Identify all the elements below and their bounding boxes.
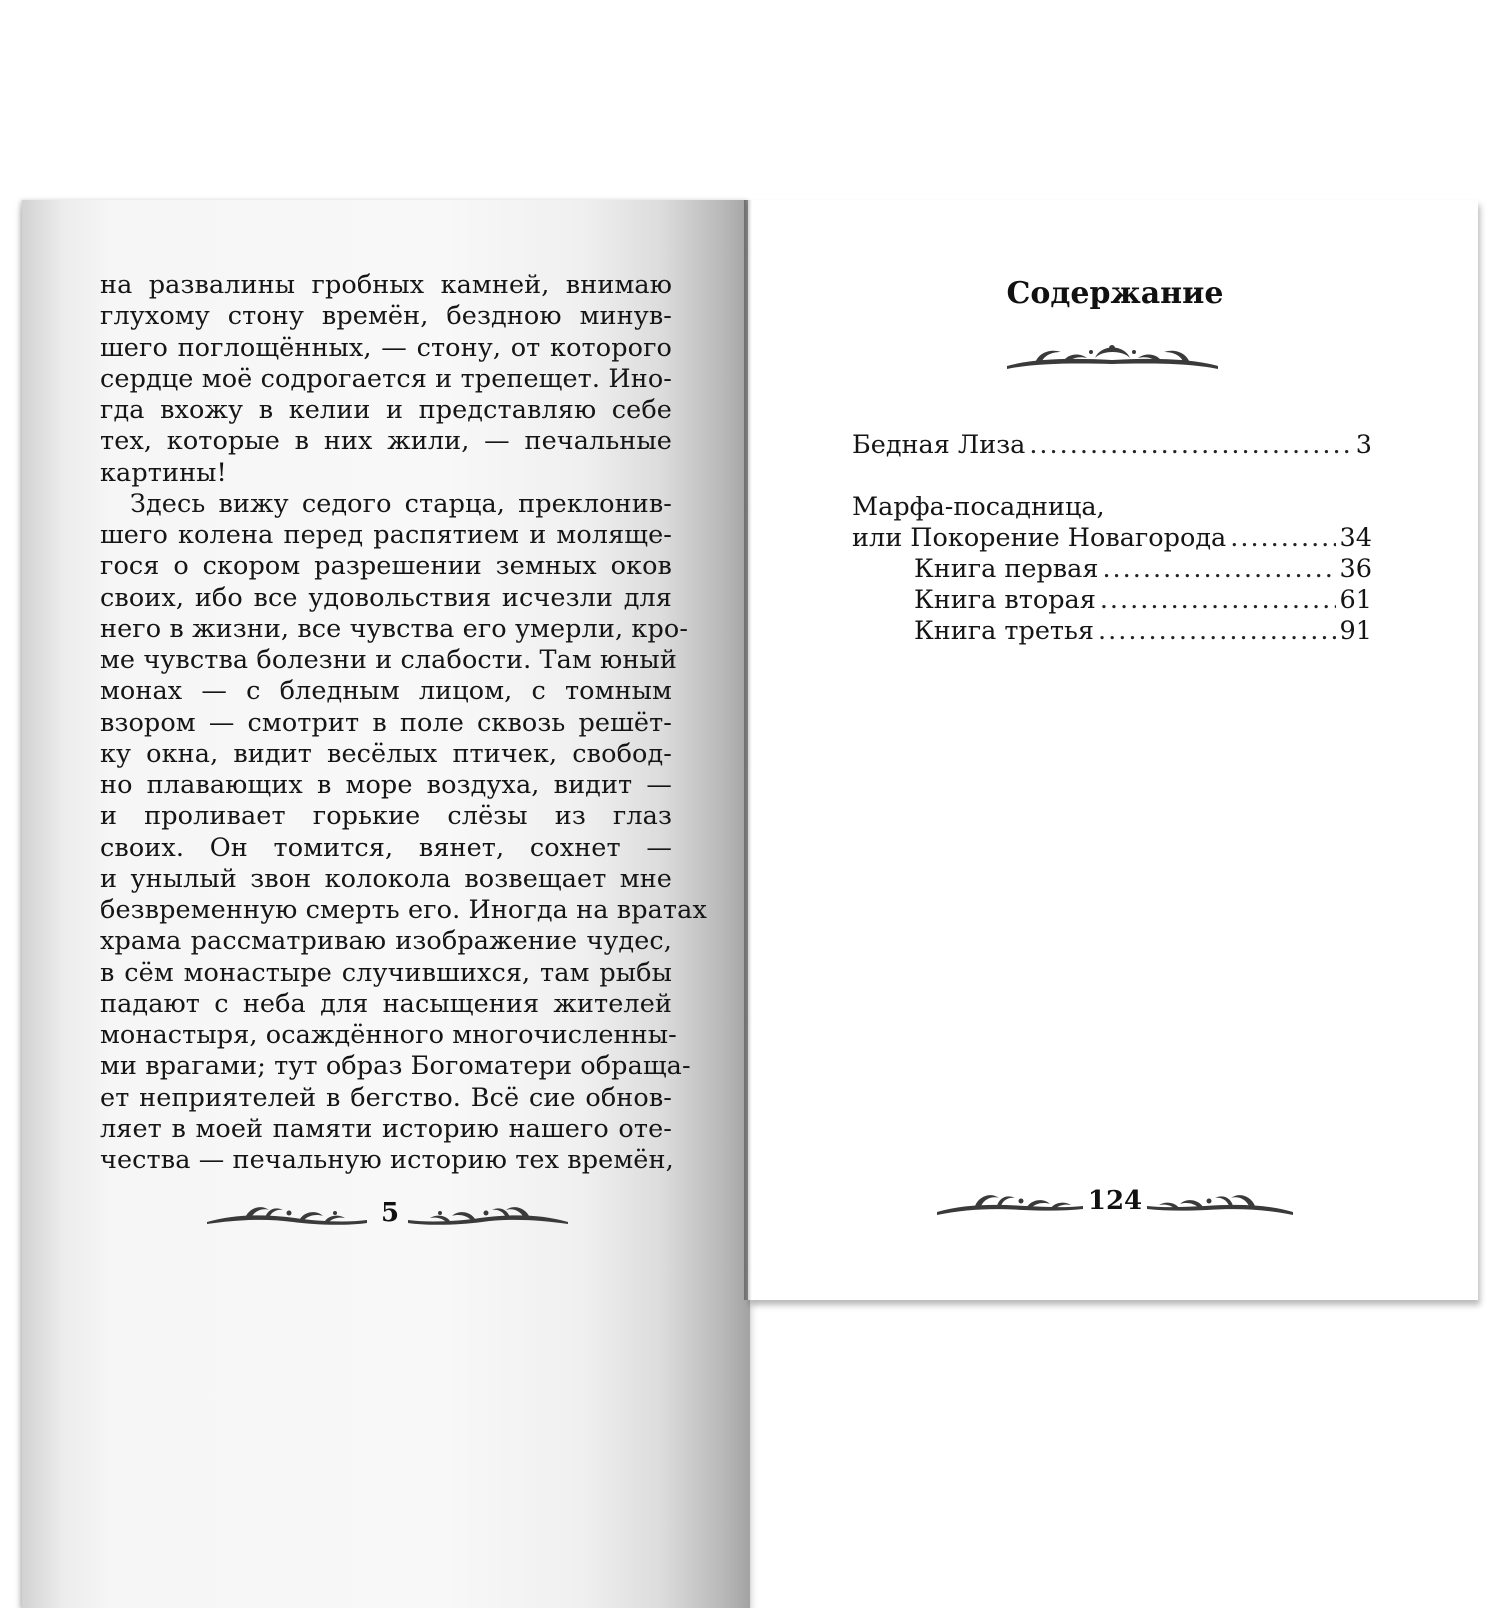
page-number: 5 — [380, 1198, 400, 1228]
toc-entry[interactable] — [852, 430, 1372, 461]
text-line: ку окна, видит весёлых птичек, свобод- — [100, 738, 672, 769]
toc-entry-title-line — [852, 492, 1372, 523]
toc-leader-dots — [1102, 554, 1335, 584]
floral-flourish-icon — [1005, 336, 1220, 376]
toc-entry-title: Бедная Лиза — [852, 430, 1026, 460]
text-line: ляет в моей памяти историю нашего оте- — [100, 1113, 672, 1144]
text-line: гда вхожу в келии и представляю себе — [100, 395, 672, 425]
text-line: своих, ибо все удовольствия исчезли для — [100, 582, 672, 613]
text-line: Здесь вижу седого старца, преклонив- — [130, 488, 672, 519]
toc-entry-title: Книга первая — [914, 554, 1099, 584]
text-line: ет неприятелей в бегство. Всё сие обнов- — [100, 1082, 672, 1113]
toc-entry[interactable] — [852, 523, 1372, 554]
text-line: ми врагами; тут образ Богоматери обраща- — [100, 1051, 691, 1082]
toc-entry-page: 91 — [1339, 616, 1372, 646]
toc-entry-title: Марфа-посадница, — [852, 492, 1105, 522]
text-line: ме чувства болезни и слабости. Там юный — [100, 645, 677, 675]
text-line: шего колена перед распятием и моляще- — [100, 520, 672, 550]
toc-entry-title: Книга вторая — [914, 585, 1096, 615]
page-number: 124 — [1087, 1186, 1143, 1216]
text-line: чества — печальную историю тех времён, — [100, 1145, 674, 1175]
text-line: падают с неба для насыщения жителей — [100, 988, 672, 1019]
heading-ornament — [1005, 336, 1220, 376]
text-line: шего поглощённых, — стону, от которого — [100, 332, 672, 363]
toc-entry-title: или Покорение Новагорода — [852, 523, 1227, 553]
table-of-contents — [852, 430, 1372, 647]
text-line: картины! — [100, 457, 227, 488]
text-line: него в жизни, все чувства его умерли, кро- — [100, 613, 689, 644]
toc-subentry[interactable] — [852, 554, 1372, 585]
left-page-body-text — [100, 270, 707, 1176]
text-line: гося о скором разрешении земных оков — [100, 551, 672, 582]
text-line: своих. Он томится, вянет, сохнет — — [100, 832, 672, 863]
toc-leader-dots — [1230, 523, 1335, 553]
toc-leader-dots — [1100, 585, 1336, 615]
text-line: в сём монастыре случившихся, там рыбы — [100, 957, 672, 988]
floral-flourish-icon — [1145, 1182, 1295, 1222]
floral-flourish-icon — [205, 1196, 370, 1236]
text-line: и проливает горькие слёзы из глаз — [100, 801, 672, 832]
text-line: храма рассматриваю изображение чудес, — [100, 926, 672, 957]
toc-entry-page: 3 — [1355, 430, 1372, 460]
toc-heading: Содержание — [1006, 276, 1224, 311]
text-line: и унылый звон колокола возвещает мне — [100, 863, 672, 894]
text-line: сердце моё содрогается и трепещет. Ино- — [100, 363, 672, 394]
toc-subentry[interactable] — [852, 616, 1372, 647]
text-line: глухому стону времён, бездною минув- — [100, 301, 672, 332]
left-page-footer — [205, 1196, 565, 1236]
book-gutter-shadow — [744, 200, 752, 1300]
floral-flourish-icon — [405, 1196, 570, 1236]
toc-subentry[interactable] — [852, 585, 1372, 616]
text-line: безвременную смерть его. Иногда на вратах — [100, 895, 707, 925]
toc-leader-dots — [1098, 616, 1336, 646]
text-line: монастыря, осаждённого многочисленны- — [100, 1020, 677, 1050]
toc-leader-dots — [1029, 430, 1351, 460]
floral-flourish-icon — [935, 1182, 1085, 1222]
toc-entry-page: 61 — [1339, 585, 1372, 615]
text-line: на развалины гробных камней, внимаю — [100, 270, 672, 300]
toc-entry-title: Книга третья — [914, 616, 1094, 646]
toc-entry-page: 34 — [1339, 523, 1372, 553]
text-line: взором — смотрит в поле сквозь решёт- — [100, 707, 672, 738]
toc-entry-page: 36 — [1339, 554, 1372, 584]
text-line: монах — с бледным лицом, с томным — [100, 676, 672, 707]
text-line: тех, которые в них жили, — печальные — [100, 426, 672, 457]
text-line: но плавающих в море воздуха, видит — — [100, 770, 672, 800]
right-page-footer — [935, 1182, 1295, 1222]
